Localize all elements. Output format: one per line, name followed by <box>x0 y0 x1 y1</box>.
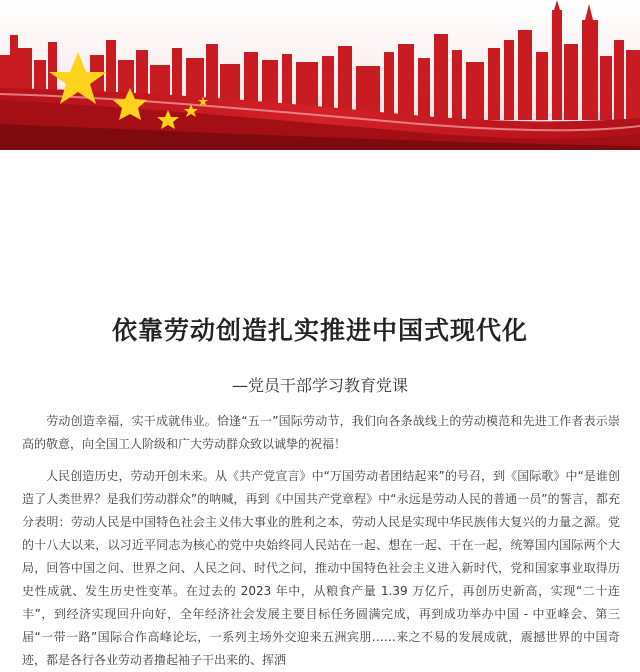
paragraph <box>22 410 620 456</box>
document-subtitle: —党员干部学习教育党课 <box>231 376 408 395</box>
paragraph <box>22 465 620 672</box>
paragraph-text: 人民创造历史，劳动开创未来。从《共产党宣言》中“万国劳动者团结起来”的号召，到《国际歌》中“是谁创造了人类世界？是我们劳动群众”的呐喊，再到《中国共产党章程》中“永远是劳动人民的普通一员”的誓言，都充分表明：劳动人民是中国特色社会主义伟大事业的胜利之本，劳动人民是实现中华民族伟大复兴的力量之源。党的十八大以来，以习近平同志为核心的党中央始终同人民站在一起、想在一起、干在一起，统筹国内国际两个大局，回答中国之问、世界之问、人民之问、时代之问，推动中国特色社会主义进入新时代，党和国家事业取得历史性成就、发生历史性变革。在过去的 2023 年中，从粮食产量 1.39 万亿斤，再创历史新高，实现“二十连丰”，到经济实现回升向好，全年经济社会发展主要目标任务圆满完成，再到成功举办中国 - 中亚峰会、第三届“一带一路”国际合作高峰论坛，一系列主场外交迎来五洲宾朋……来之不易的发展成就，震撼世界的中国奇迹，都是各行各业劳动者撸起袖子干出来的、挥洒 <box>22 469 620 667</box>
banner-graphic <box>0 0 640 150</box>
header-banner <box>0 0 640 150</box>
paragraph-text: 劳动创造幸福，实干成就伟业。恰逢“五一”国际劳动节，我们向各条战线上的劳动模范和先进工作者表示崇高的敬意，向全国工人阶级和广大劳动群众致以诚挚的祝福！ <box>22 414 620 451</box>
document-title: 依靠劳动创造扎实推进中国式现代化 <box>111 316 528 345</box>
